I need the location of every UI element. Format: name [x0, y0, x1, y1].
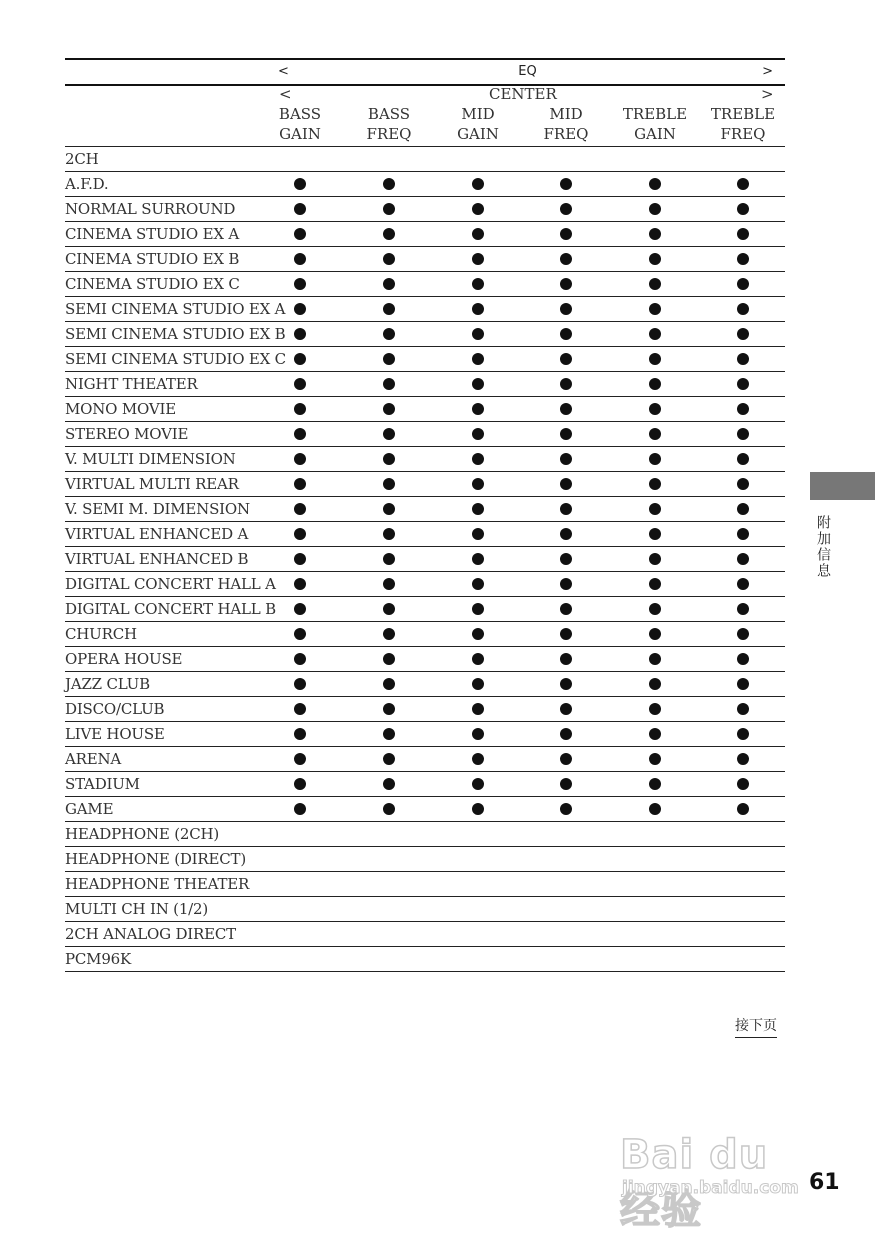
supported-dot-icon: [472, 728, 484, 740]
table-row: [65, 772, 785, 797]
table-row: [65, 697, 785, 722]
supported-dot-icon: [472, 778, 484, 790]
center-group-label: CENTER: [489, 85, 557, 103]
supported-dot-icon: [294, 178, 306, 190]
table-row: [65, 822, 785, 847]
supported-dot-icon: [294, 478, 306, 490]
supported-dot-icon: [649, 578, 661, 590]
supported-dot-icon: [649, 353, 661, 365]
supported-dot-icon: [383, 378, 395, 390]
supported-dot-icon: [737, 403, 749, 415]
supported-dot-icon: [294, 778, 306, 790]
supported-dot-icon: [737, 253, 749, 265]
supported-dot-icon: [737, 603, 749, 615]
supported-dot-icon: [560, 403, 572, 415]
side-tab: [810, 472, 875, 500]
table-row: [65, 847, 785, 872]
supported-dot-icon: [649, 428, 661, 440]
supported-dot-icon: [472, 753, 484, 765]
column-header-line1: BASS: [367, 105, 411, 123]
supported-dot-icon: [472, 178, 484, 190]
supported-dot-icon: [560, 803, 572, 815]
supported-dot-icon: [383, 278, 395, 290]
supported-dot-icon: [649, 503, 661, 515]
supported-dot-icon: [383, 553, 395, 565]
row-label: CHURCH: [65, 625, 137, 643]
row-label: NORMAL SURROUND: [65, 200, 236, 218]
row-label: CINEMA STUDIO EX C: [65, 275, 240, 293]
row-label: LIVE HOUSE: [65, 725, 165, 743]
supported-dot-icon: [472, 228, 484, 240]
row-label: ARENA: [65, 750, 122, 768]
table-body: [65, 147, 785, 972]
row-label: MULTI CH IN (1/2): [65, 900, 209, 918]
supported-dot-icon: [294, 603, 306, 615]
supported-dot-icon: [649, 553, 661, 565]
supported-dot-icon: [383, 628, 395, 640]
supported-dot-icon: [560, 678, 572, 690]
supported-dot-icon: [294, 553, 306, 565]
row-label: PCM96K: [65, 950, 132, 968]
supported-dot-icon: [383, 328, 395, 340]
supported-dot-icon: [737, 628, 749, 640]
supported-dot-icon: [737, 553, 749, 565]
supported-dot-icon: [737, 378, 749, 390]
supported-dot-icon: [649, 778, 661, 790]
supported-dot-icon: [649, 653, 661, 665]
supported-dot-icon: [472, 503, 484, 515]
supported-dot-icon: [472, 253, 484, 265]
table-row: [65, 622, 785, 647]
supported-dot-icon: [560, 478, 572, 490]
eq-title: EQ: [518, 64, 537, 79]
supported-dot-icon: [383, 578, 395, 590]
supported-dot-icon: [472, 328, 484, 340]
supported-dot-icon: [294, 678, 306, 690]
supported-dot-icon: [649, 603, 661, 615]
supported-dot-icon: [737, 753, 749, 765]
column-header-line2: FREQ: [366, 125, 412, 143]
supported-dot-icon: [737, 578, 749, 590]
supported-dot-icon: [294, 303, 306, 315]
table-row: [65, 722, 785, 747]
table-row: [65, 372, 785, 397]
table-row: [65, 272, 785, 297]
column-header-line2: GAIN: [634, 125, 676, 143]
supported-dot-icon: [649, 278, 661, 290]
supported-dot-icon: [294, 328, 306, 340]
row-label: HEADPHONE (DIRECT): [65, 850, 246, 868]
supported-dot-icon: [472, 528, 484, 540]
supported-dot-icon: [737, 728, 749, 740]
table-header: [65, 84, 785, 147]
table-row: [65, 572, 785, 597]
supported-dot-icon: [294, 453, 306, 465]
column-header-line2: GAIN: [279, 125, 321, 143]
row-label: V. MULTI DIMENSION: [65, 450, 236, 468]
row-label: CINEMA STUDIO EX B: [65, 250, 240, 268]
supported-dot-icon: [649, 703, 661, 715]
column-header-line1: MID: [461, 105, 495, 123]
column-header-line2: GAIN: [457, 125, 499, 143]
center-left-bracket: <: [279, 85, 292, 103]
supported-dot-icon: [649, 628, 661, 640]
row-label: NIGHT THEATER: [65, 375, 198, 393]
table-row: [65, 797, 785, 822]
table-row: [65, 547, 785, 572]
supported-dot-icon: [649, 728, 661, 740]
table-row: [65, 672, 785, 697]
table-row: [65, 397, 785, 422]
supported-dot-icon: [472, 278, 484, 290]
supported-dot-icon: [472, 578, 484, 590]
supported-dot-icon: [383, 353, 395, 365]
table-row: [65, 947, 785, 972]
row-label: 2CH: [65, 150, 99, 168]
table-row: [65, 522, 785, 547]
column-header: [524, 104, 608, 144]
supported-dot-icon: [383, 428, 395, 440]
supported-dot-icon: [560, 178, 572, 190]
supported-dot-icon: [649, 378, 661, 390]
table-row: [65, 422, 785, 447]
table-row: [65, 197, 785, 222]
supported-dot-icon: [383, 403, 395, 415]
supported-dot-icon: [472, 428, 484, 440]
supported-dot-icon: [472, 603, 484, 615]
supported-dot-icon: [737, 678, 749, 690]
eq-header-bar: [65, 58, 785, 86]
supported-dot-icon: [737, 703, 749, 715]
table-row: [65, 322, 785, 347]
supported-dot-icon: [294, 428, 306, 440]
supported-dot-icon: [649, 253, 661, 265]
supported-dot-icon: [472, 478, 484, 490]
supported-dot-icon: [560, 203, 572, 215]
table-row: [65, 222, 785, 247]
table-row: [65, 447, 785, 472]
row-label: MONO MOVIE: [65, 400, 176, 418]
supported-dot-icon: [560, 503, 572, 515]
supported-dot-icon: [383, 478, 395, 490]
row-label: 2CH ANALOG DIRECT: [65, 925, 236, 943]
column-header: [258, 104, 342, 144]
supported-dot-icon: [383, 178, 395, 190]
baidu-watermark: [620, 1110, 820, 1233]
column-header-line1: MID: [549, 105, 583, 123]
row-label: VIRTUAL ENHANCED A: [65, 525, 249, 543]
column-header: [701, 104, 785, 144]
row-label: CINEMA STUDIO EX A: [65, 225, 240, 243]
supported-dot-icon: [737, 453, 749, 465]
table-row: [65, 872, 785, 897]
side-tab-label: 附加信息: [815, 515, 831, 579]
supported-dot-icon: [560, 603, 572, 615]
row-label: DIGITAL CONCERT HALL A: [65, 575, 276, 593]
center-right-bracket: >: [761, 85, 774, 103]
supported-dot-icon: [737, 528, 749, 540]
supported-dot-icon: [737, 428, 749, 440]
supported-dot-icon: [383, 728, 395, 740]
supported-dot-icon: [294, 728, 306, 740]
supported-dot-icon: [560, 453, 572, 465]
supported-dot-icon: [560, 528, 572, 540]
supported-dot-icon: [383, 503, 395, 515]
supported-dot-icon: [294, 528, 306, 540]
supported-dot-icon: [649, 228, 661, 240]
row-label: A.F.D.: [65, 175, 109, 193]
supported-dot-icon: [560, 328, 572, 340]
supported-dot-icon: [472, 803, 484, 815]
supported-dot-icon: [294, 403, 306, 415]
supported-dot-icon: [737, 328, 749, 340]
column-header-line1: TREBLE: [622, 105, 688, 123]
table-row: [65, 497, 785, 522]
supported-dot-icon: [294, 503, 306, 515]
supported-dot-icon: [649, 453, 661, 465]
table-row: [65, 747, 785, 772]
supported-dot-icon: [737, 803, 749, 815]
eq-support-table: [65, 84, 785, 972]
supported-dot-icon: [383, 778, 395, 790]
supported-dot-icon: [649, 203, 661, 215]
column-header-line1: BASS: [278, 105, 322, 123]
column-header: [436, 104, 520, 144]
supported-dot-icon: [737, 228, 749, 240]
supported-dot-icon: [294, 803, 306, 815]
row-label: HEADPHONE THEATER: [65, 875, 250, 893]
supported-dot-icon: [560, 728, 572, 740]
supported-dot-icon: [294, 653, 306, 665]
table-row: [65, 247, 785, 272]
table-row: [65, 147, 785, 172]
supported-dot-icon: [472, 678, 484, 690]
supported-dot-icon: [560, 553, 572, 565]
supported-dot-icon: [472, 403, 484, 415]
supported-dot-icon: [560, 228, 572, 240]
supported-dot-icon: [649, 303, 661, 315]
supported-dot-icon: [383, 678, 395, 690]
supported-dot-icon: [737, 478, 749, 490]
supported-dot-icon: [649, 803, 661, 815]
supported-dot-icon: [472, 653, 484, 665]
supported-dot-icon: [560, 653, 572, 665]
row-label: OPERA HOUSE: [65, 650, 183, 668]
row-label: GAME: [65, 800, 114, 818]
supported-dot-icon: [560, 303, 572, 315]
supported-dot-icon: [383, 703, 395, 715]
watermark-logo-text: Bai du 经验: [620, 1132, 769, 1233]
supported-dot-icon: [560, 278, 572, 290]
row-label: DISCO/CLUB: [65, 700, 165, 718]
supported-dot-icon: [472, 203, 484, 215]
eq-right-bracket: >: [762, 64, 773, 79]
supported-dot-icon: [472, 378, 484, 390]
supported-dot-icon: [737, 203, 749, 215]
supported-dot-icon: [737, 653, 749, 665]
supported-dot-icon: [737, 178, 749, 190]
supported-dot-icon: [737, 778, 749, 790]
row-label: SEMI CINEMA STUDIO EX A: [65, 300, 286, 318]
table-row: [65, 897, 785, 922]
row-label: STADIUM: [65, 775, 140, 793]
supported-dot-icon: [294, 753, 306, 765]
row-label: V. SEMI M. DIMENSION: [65, 500, 250, 518]
supported-dot-icon: [383, 253, 395, 265]
supported-dot-icon: [472, 353, 484, 365]
supported-dot-icon: [560, 353, 572, 365]
supported-dot-icon: [294, 253, 306, 265]
table-row: [65, 347, 785, 372]
supported-dot-icon: [560, 378, 572, 390]
supported-dot-icon: [737, 303, 749, 315]
supported-dot-icon: [472, 703, 484, 715]
supported-dot-icon: [294, 378, 306, 390]
row-label: HEADPHONE (2CH): [65, 825, 220, 843]
supported-dot-icon: [472, 628, 484, 640]
supported-dot-icon: [560, 628, 572, 640]
supported-dot-icon: [560, 703, 572, 715]
supported-dot-icon: [294, 703, 306, 715]
supported-dot-icon: [383, 753, 395, 765]
supported-dot-icon: [649, 328, 661, 340]
supported-dot-icon: [737, 278, 749, 290]
page-number: 61: [809, 1170, 840, 1195]
supported-dot-icon: [294, 278, 306, 290]
supported-dot-icon: [737, 503, 749, 515]
supported-dot-icon: [560, 428, 572, 440]
continue-next-page: 接下页: [735, 1015, 777, 1038]
supported-dot-icon: [383, 653, 395, 665]
table-row: [65, 297, 785, 322]
column-header-line2: FREQ: [720, 125, 766, 143]
supported-dot-icon: [294, 353, 306, 365]
supported-dot-icon: [560, 753, 572, 765]
column-header-line2: FREQ: [543, 125, 589, 143]
watermark-url: jingyan.baidu.com: [622, 1178, 799, 1198]
supported-dot-icon: [294, 203, 306, 215]
supported-dot-icon: [649, 678, 661, 690]
supported-dot-icon: [649, 478, 661, 490]
supported-dot-icon: [560, 253, 572, 265]
supported-dot-icon: [383, 453, 395, 465]
supported-dot-icon: [649, 178, 661, 190]
row-label: JAZZ CLUB: [65, 675, 150, 693]
table-row: [65, 647, 785, 672]
supported-dot-icon: [383, 803, 395, 815]
column-header: [613, 104, 697, 144]
eq-left-bracket: <: [278, 64, 289, 79]
supported-dot-icon: [560, 778, 572, 790]
supported-dot-icon: [649, 403, 661, 415]
supported-dot-icon: [294, 628, 306, 640]
supported-dot-icon: [383, 228, 395, 240]
supported-dot-icon: [383, 603, 395, 615]
row-label: SEMI CINEMA STUDIO EX B: [65, 325, 286, 343]
supported-dot-icon: [472, 553, 484, 565]
supported-dot-icon: [383, 303, 395, 315]
column-header-line1: TREBLE: [710, 105, 776, 123]
row-label: VIRTUAL MULTI REAR: [65, 475, 239, 493]
row-label: SEMI CINEMA STUDIO EX C: [65, 350, 286, 368]
table-row: [65, 172, 785, 197]
supported-dot-icon: [472, 303, 484, 315]
supported-dot-icon: [737, 353, 749, 365]
supported-dot-icon: [472, 453, 484, 465]
supported-dot-icon: [560, 578, 572, 590]
table-row: [65, 472, 785, 497]
supported-dot-icon: [294, 578, 306, 590]
row-label: STEREO MOVIE: [65, 425, 189, 443]
table-row: [65, 922, 785, 947]
row-label: DIGITAL CONCERT HALL B: [65, 600, 276, 618]
supported-dot-icon: [649, 753, 661, 765]
column-header: [347, 104, 431, 144]
supported-dot-icon: [649, 528, 661, 540]
table-row: [65, 597, 785, 622]
supported-dot-icon: [383, 528, 395, 540]
supported-dot-icon: [294, 228, 306, 240]
row-label: VIRTUAL ENHANCED B: [65, 550, 249, 568]
supported-dot-icon: [383, 203, 395, 215]
